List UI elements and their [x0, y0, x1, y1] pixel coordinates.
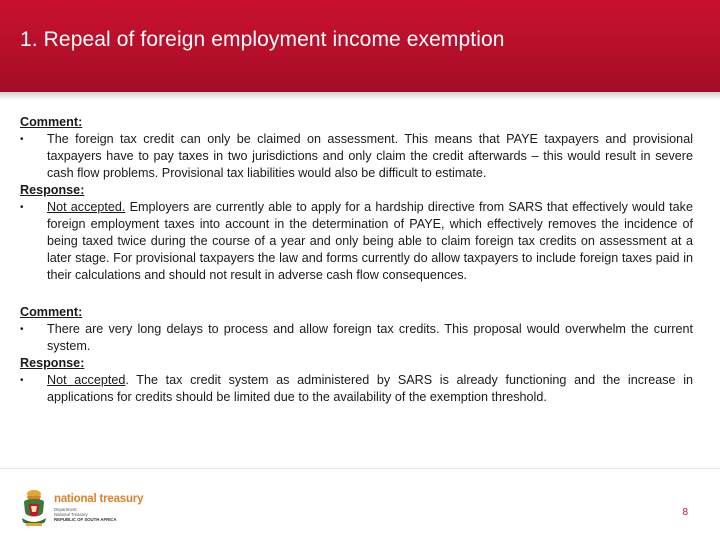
logo-line-3: REPUBLIC OF SOUTH AFRICA [54, 517, 117, 522]
response-label: Response: [20, 356, 85, 370]
comment-text: The foreign tax credit can only be claimed on assessment. This means that PAYE taxpayers and provisional taxpayers have to pay taxes in two jurisdictions and only claim the credit afterwards – this would result in severe cash flow problems. Provisional tax liabilities would also be difficult to estimate. [47, 132, 693, 180]
response-lead: Not accepted [47, 373, 126, 387]
slide-title: 1. Repeal of foreign employment income exemption [20, 28, 505, 51]
response-lead: Not accepted. [47, 200, 126, 214]
response-bullet [20, 372, 693, 406]
section-1 [20, 114, 693, 284]
comment-text: There are very long delays to process and allow foreign tax credits. This proposal would overwhelm the current system. [47, 322, 693, 353]
bullet-icon: • [20, 324, 24, 335]
section-2 [20, 304, 693, 406]
response-text: Employers are currently able to apply for a hardship directive from SARS that effectively would take foreign employment taxes into account in the determination of PAYE, which effectively removes the incidence of being taxed twice during the course of a year and only being able to claim foreign tax credits on assessment at a later stage. For provisional taxpayers the law and forms currently do allow taxpayers to include foreign taxes paid in their calculations and should not result in adverse cash flow consequences. [47, 200, 693, 282]
page-number: 8 [682, 507, 688, 518]
logo-line-1: Department: [54, 507, 78, 512]
comment-bullet [20, 131, 693, 182]
bullet-icon: • [20, 134, 24, 145]
footer-divider [0, 468, 720, 469]
bullet-icon: • [20, 202, 24, 213]
bullet-icon: • [20, 375, 24, 386]
response-bullet [20, 199, 693, 284]
logo-brand-text: national treasury [54, 493, 144, 505]
national-treasury-logo [18, 488, 158, 530]
slide-header [0, 0, 720, 92]
comment-label: Comment: [20, 305, 83, 319]
response-label: Response: [20, 183, 85, 197]
response-text: . The tax credit system as administered by SARS is already functioning and the increase in applications for credits should be limited due to the availability of the exemption threshold. [47, 373, 693, 404]
comment-bullet [20, 321, 693, 355]
logo-line-2: National Treasury [54, 512, 88, 517]
header-shadow [0, 92, 720, 100]
coat-of-arms-icon [18, 488, 50, 528]
slide-body [20, 114, 693, 406]
comment-label: Comment: [20, 115, 83, 129]
